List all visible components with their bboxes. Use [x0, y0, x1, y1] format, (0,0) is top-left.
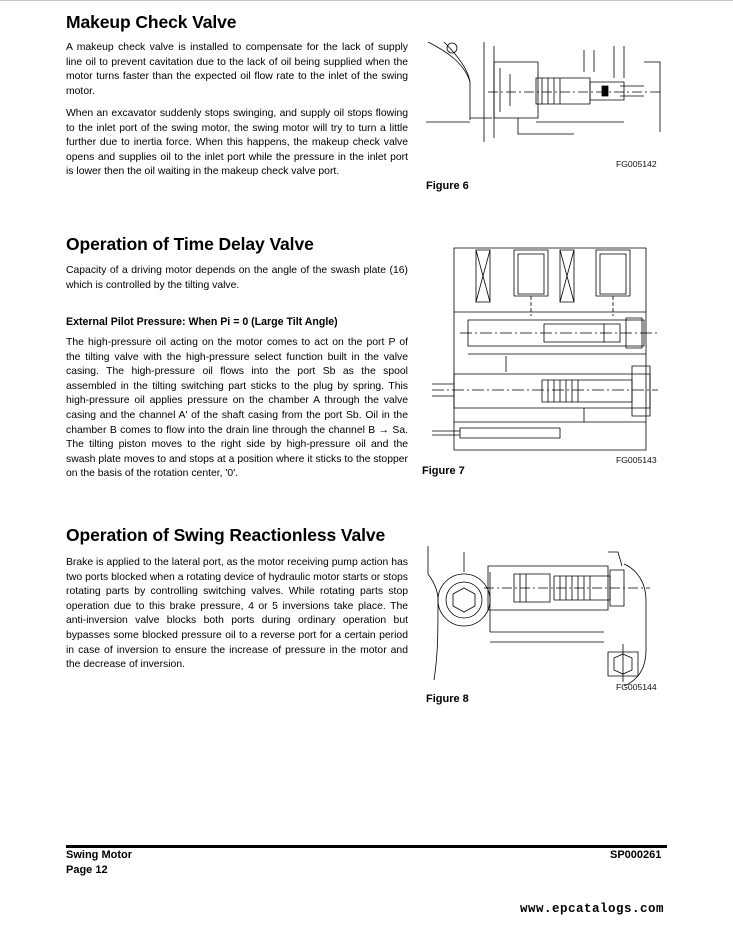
time-delay-paragraph-1: Capacity of a driving motor depends on the angle of the swash plate (16) which is controlled by the tilting valve.	[66, 265, 408, 291]
figure-6-caption: Figure 6	[426, 180, 469, 192]
figure-8	[424, 544, 664, 694]
figure-7	[424, 244, 664, 466]
figure-6-code: FG005142	[616, 159, 657, 169]
swing-reactionless-valve-heading: Operation of Swing Reactionless Valve	[66, 525, 386, 545]
figure-6	[424, 42, 664, 182]
footer-page-number: Page 12	[66, 864, 108, 876]
figure-7-drawing	[424, 244, 664, 466]
makeup-paragraph-2: When an excavator suddenly stops swinging, and supply oil stops flowing to the inlet port of the swing motor, the swing motor will try to turn a little further due to inertia force. When this happens, the makeup check valve opens and supplies oil to the inlet port while the pressure in the inlet port is lower then the oil waiting in the makeup check valve port.	[66, 108, 408, 178]
time-delay-paragraph-2: The high-pressure oil acting on the motor comes to act on the port P of the tilting valve with the high-pressure select function built in the valve casing. The high-pressure oil flows into the port Sb as the spool assembled in the tilting switching part sticks to the plug by spring. This high-pressure oil applies pressure on the chamber A through the valve casing and the channel A' of the shaft casing from the port Sb. Oil in the chamber B comes to flow into the drain line through the channel B → Sa. The tilting piston moves to the right side by high-pressure oil and the swash plate moves to and stops at a position where it sticks to the stopper on the basis of the rotation center, '0'.	[66, 337, 408, 480]
top-rule	[0, 0, 733, 1]
figure-8-drawing	[424, 544, 664, 694]
reactionless-paragraph-1: Brake is applied to the lateral port, as the motor receiving pump action has two ports blocked when a rotating device of hydraulic motor starts or stops rotating parts by controlling switching valves. While rotating parts stop operation due to this brake pressure, 4 or 5 inversions take place. The anti-inversion valve blocks both ports during ordinary operation but bypasses some blocked pressure oil to a reverse port for a certain period in case of inversion to ensure the increase of pressure in the motor and the decrease of inversion.	[66, 557, 408, 671]
external-pilot-pressure-subheading: External Pilot Pressure: When Pi = 0 (Large Tilt Angle)	[66, 316, 338, 328]
figure-8-caption: Figure 8	[426, 693, 469, 705]
footer-rule	[66, 845, 667, 848]
figure-7-caption: Figure 7	[422, 465, 465, 477]
time-delay-valve-heading: Operation of Time Delay Valve	[66, 234, 314, 254]
makeup-paragraph-1: A makeup check valve is installed to compensate for the lack of supply line oil to prevent cavitation due to the lack of oil being supplied when the motor turns faster than the expected oil flow rate to the inlet of the swing motor.	[66, 42, 408, 97]
makeup-check-valve-heading: Makeup Check Valve	[66, 12, 237, 32]
footer-title: Swing Motor	[66, 849, 132, 861]
watermark-url: www.epcatalogs.com	[520, 902, 665, 916]
figure-7-code: FG005143	[616, 455, 657, 465]
footer-doc-id: SP000261	[610, 849, 662, 861]
figure-8-code: FG005144	[616, 682, 657, 692]
